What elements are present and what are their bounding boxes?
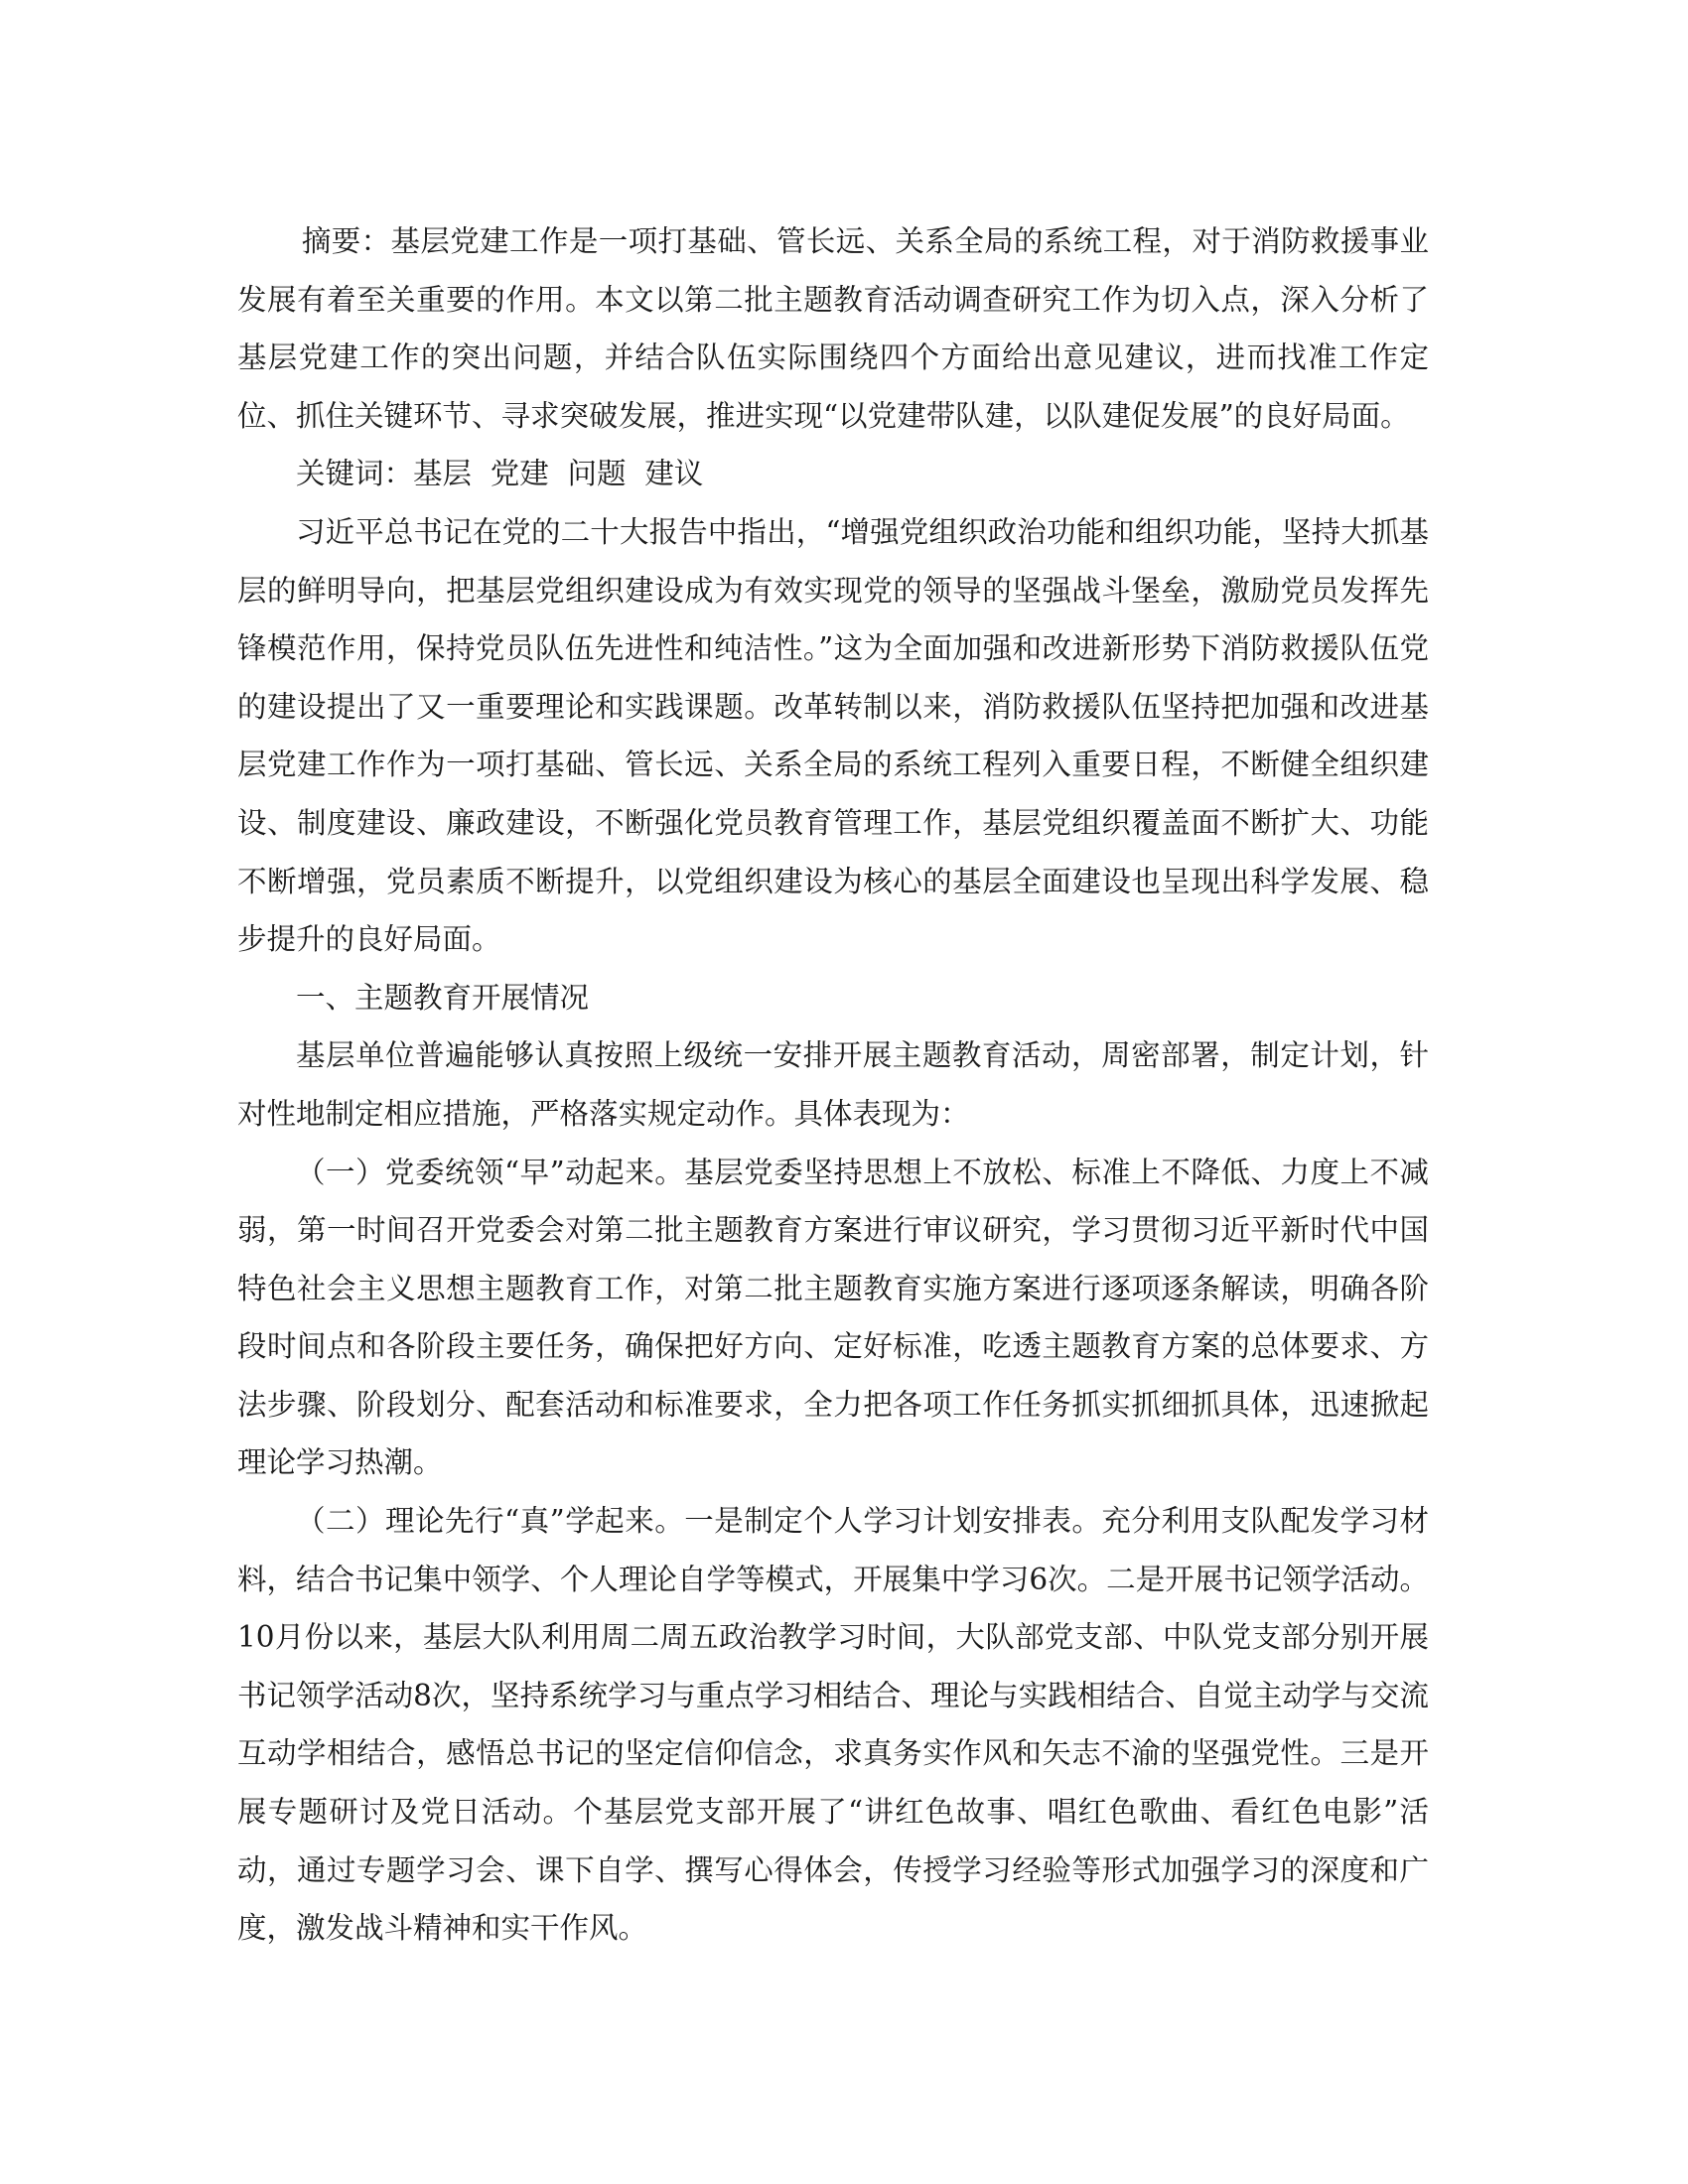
abstract-paragraph: 摘要：基层党建工作是一项打基础、管长远、关系全局的系统工程，对于消防救援事业发展有着至关重要的作用。本文以第二批主题教育活动调查研究工作为切入点，深入分析了基层党建工作的突出问题，并结合队伍实际围绕四个方面给出意见建议，进而找准工作定位、抓住关键环节、寻求突破发展，推进实现“以党建带队建，以队建促发展”的良好局面。 (237, 224, 1429, 433)
item-2-paragraph: （二）理论先行“真”学起来。一是制定个人学习计划安排表。充分利用支队配发学习材料，结合书记集中领学、个人理论自学等模式，开展集中学习6次。二是开展书记领学活动。10月份以来，基层大队利用周二周五政治教学习时间，大队部党支部、中队党支部分别开展书记领学活动8次，坚持系统学习与重点学习相结合、理论与实践相结合、自觉主动学与交流互动学相结合，感悟总书记的坚定信仰信念，求真务实作风和矢志不渝的坚强党性。三是开展专题研讨及党日活动。个基层党支部开展了“讲红色故事、唱红色歌曲、看红色电影”活动，通过专题学习会、课下自学、撰写心得体会，传授学习经验等形式加强学习的深度和广度，激发战斗精神和实干作风。 (237, 1504, 1429, 1946)
section-intro-paragraph: 基层单位普遍能够认真按照上级统一安排开展主题教育活动，周密部署，制定计划，针对性地制定相应措施，严格落实规定动作。具体表现为： (237, 1038, 1429, 1131)
item-1-paragraph: （一）党委统领“早”动起来。基层党委坚持思想上不放松、标准上不降低、力度上不减弱，第一时间召开党委会对第二批主题教育方案进行审议研究，学习贯彻习近平新时代中国特色社会主义思想主题教育工作，对第二批主题教育实施方案进行逐项逐条解读，明确各阶段时间点和各阶段主要任务，确保把好方向、定好标准，吃透主题教育方案的总体要求、方法步骤、阶段划分、配套活动和标准要求，全力把各项工作任务抓实抓细抓具体，迅速掀起理论学习热潮。 (237, 1155, 1429, 1480)
document-page (237, 212, 1429, 1958)
keywords-line: 关键词：基层 党建 问题 建议 (296, 457, 704, 491)
intro-paragraph: 习近平总书记在党的二十大报告中指出，“增强党组织政治功能和组织功能，坚持大抓基层的鲜明导向，把基层党组织建设成为有效实现党的领导的坚强战斗堡垒，激励党员发挥先锋模范作用，保持党员队伍先进性和纯洁性。”这为全面加强和改进新形势下消防救援队伍党的建设提出了又一重要理论和实践课题。改革转制以来，消防救援队伍坚持把加强和改进基层党建工作作为一项打基础、管长远、关系全局的系统工程列入重要日程，不断健全组织建设、制度建设、廉政建设，不断强化党员教育管理工作，基层党组织覆盖面不断扩大、功能不断增强，党员素质不断提升，以党组织建设为核心的基层全面建设也呈现出科学发展、稳步提升的良好局面。 (237, 514, 1429, 957)
section-heading: 一、主题教育开展情况 (296, 980, 590, 1015)
